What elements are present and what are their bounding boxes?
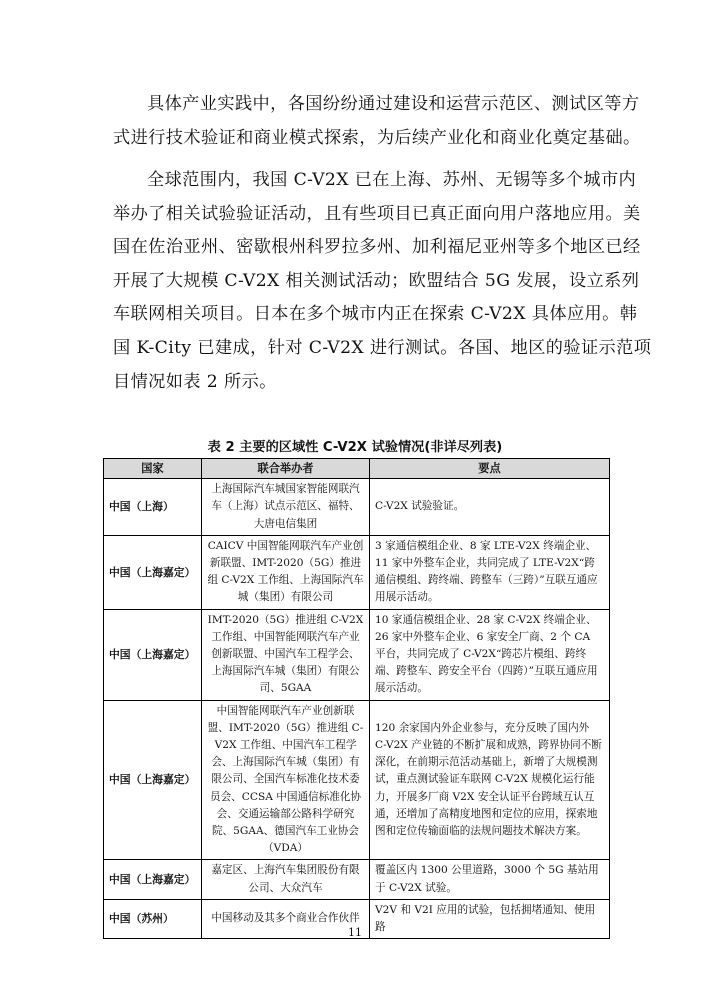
table-header-row <box>104 459 610 479</box>
region-cell: 中国（上海嘉定） <box>104 609 202 700</box>
points-cell: 10 家通信模组企业、28 家 C-V2X 终端企业、26 家中外整车企业、6 家安全厂商、2 个 CA 平台，共同完成了 C-V2X“跨芯片模组、跨终端、跨整车、跨安全平台（四跨）”互联互通应用展示活动。 <box>370 609 610 700</box>
points-cell: C-V2X 试验验证。 <box>370 479 610 536</box>
intro-paragraph-2 <box>113 164 652 399</box>
table-row <box>104 860 610 899</box>
header-points: 要点 <box>370 459 610 479</box>
region-cell: 中国（上海嘉定） <box>104 700 202 860</box>
header-organizers: 联合举办者 <box>202 459 370 479</box>
paragraph-line: 举办了相关试验验证活动，且有些项目已真正面向用户落地应用。美 <box>113 203 641 224</box>
paragraph-line: 具体产业实践中，各国纷纷通过建设和运营示范区、测试区等方 <box>147 94 640 114</box>
table-row <box>104 609 610 700</box>
intro-paragraph-1 <box>113 88 641 155</box>
paragraph-line: 国在佐治亚州、密歇根州科罗拉多州、加利福尼亚州等多个地区已经 <box>113 237 641 258</box>
trial-table <box>103 458 610 939</box>
table-row <box>104 535 610 609</box>
table-row <box>104 479 610 536</box>
points-cell: V2V 和 V2I 应用的试验，包括拥堵通知、使用路 <box>370 899 610 938</box>
points-cell: 覆盖区内 1300 公里道路，3000 个 5G 基站用于 C-V2X 试验。 <box>370 860 610 899</box>
paragraph-line: 开展了大规模 C-V2X 相关测试活动；欧盟结合 5G 发展，设立系列 <box>113 270 640 291</box>
points-cell: 120 余家国内外企业参与，充分反映了国内外 C-V2X 产业链的不断扩展和成熟，跨界协同不断深化，在前期示范活动基础上，新增了大规模测试，重点测试验证车联网 C-V2X 规模化运行能力，开展多厂商 V2X 安全认证平台跨域互认互通，还增加了高精度地图和定位的应用，探索地图和定位传输面临的法规问题技术解决方案。 <box>370 700 610 860</box>
region-cell: 中国（上海嘉定） <box>104 535 202 609</box>
page-number: 11 <box>348 926 362 939</box>
paragraph-line: 目情况如表 2 所示。 <box>113 371 277 392</box>
region-cell: 中国（上海） <box>104 479 202 536</box>
table-row <box>104 700 610 860</box>
organizers-cell: 嘉定区、上海汽车集团股份有限公司、大众汽车 <box>202 860 370 899</box>
points-cell: 3 家通信模组企业、8 家 LTE-V2X 终端企业、11 家中外整车企业，共同完成了 LTE-V2X“跨通信模组、跨终端、跨整车（三跨）”互联互通应用展示活动。 <box>370 535 610 609</box>
table-caption: 表 2 主要的区域性 C-V2X 试验情况(非详尽列表) <box>207 440 503 455</box>
organizers-cell: CAICV 中国智能网联汽车产业创新联盟、IMT-2020（5G）推进组 C-V2X 工作组、上海国际汽车城（集团）有限公司 <box>202 535 370 609</box>
paragraph-line: 国 K-City 已建成，针对 C-V2X 进行测试。各国、地区的验证示范项 <box>113 337 652 358</box>
paragraph-line: 车联网相关项目。日本在多个城市内正在探索 C-V2X 具体应用。韩 <box>113 304 638 325</box>
region-cell: 中国（苏州） <box>104 899 202 938</box>
organizers-cell: 中国智能网联汽车产业创新联盟、IMT-2020（5G）推进组 C-V2X 工作组、中国汽车工程学会、上海国际汽车城（集团）有限公司、全国汽车标准化技术委员会、CCSA 中国通信标准化协会、交通运输部公路科学研究院、5GAA、德国汽车工业协会（VDA） <box>202 700 370 860</box>
region-cell: 中国（上海嘉定） <box>104 860 202 899</box>
organizers-cell: 中国移动及其多个商业合作伙伴 <box>202 899 370 938</box>
organizers-cell: IMT-2020（5G）推进组 C-V2X 工作组、中国智能网联汽车产业创新联盟、中国汽车工程学会、上海国际汽车城（集团）有限公司、5GAA <box>202 609 370 700</box>
paragraph-line: 全球范围内，我国 C-V2X 已在上海、苏州、无锡等多个城市内 <box>147 170 637 190</box>
paragraph-line: 式进行技术验证和商业模式探索，为后续产业化和商业化奠定基础。 <box>113 127 641 148</box>
organizers-cell: 上海国际汽车城国家智能网联汽车（上海）试点示范区、福特、大唐电信集团 <box>202 479 370 536</box>
header-country: 国家 <box>104 459 202 479</box>
